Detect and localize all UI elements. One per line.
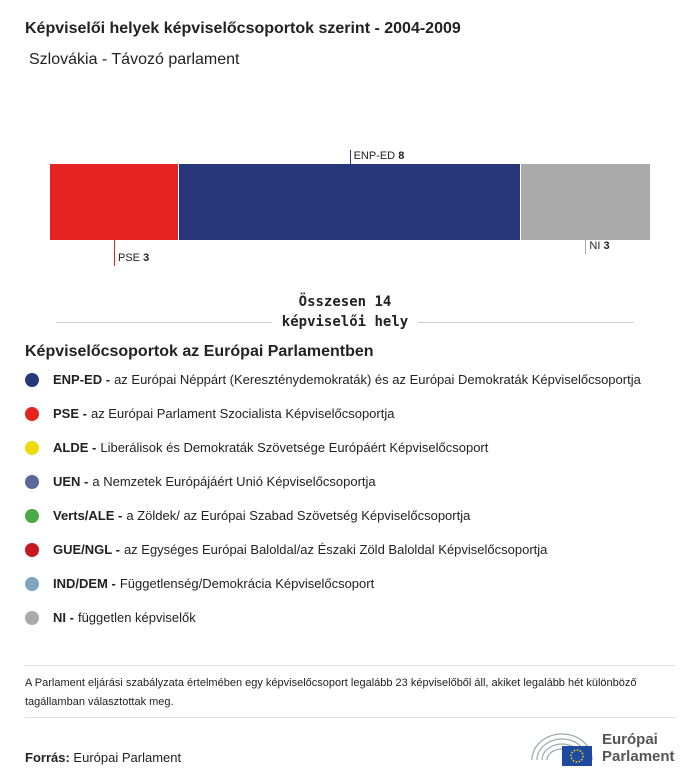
chart-subtitle: Szlovákia - Távozó parlament	[29, 51, 240, 68]
source-value: Európai Parlament	[73, 750, 182, 765]
label-tick-ni	[585, 240, 586, 254]
legend-text: Liberálisok és Demokraták Szövetsége Európáért Képviselőcsoport	[100, 440, 489, 455]
legend-dot-icon	[25, 543, 39, 557]
bar-segment-ni	[521, 164, 650, 240]
legend-dot-icon	[25, 373, 39, 387]
legend-dot-icon	[25, 509, 39, 523]
legend-text: független képviselők	[77, 610, 196, 625]
legend-text: a Zöldek/ az Európai Szabad Szövetség Képviselőcsoportja	[126, 508, 471, 523]
note-divider-bottom	[25, 717, 675, 718]
legend-item	[25, 474, 376, 489]
legend-abbr: NI -	[53, 610, 74, 625]
legend-text: a Nemzetek Európájáért Unió Képviselőcsoportja	[92, 474, 376, 489]
chart-title: Képviselői helyek képviselőcsoportok szerint - 2004-2009	[25, 20, 461, 37]
source	[25, 750, 181, 765]
data-label-enp-ed	[354, 150, 405, 162]
legend-abbr: ENP-ED -	[53, 372, 111, 387]
legend-title: Képviselőcsoportok az Európai Parlamentben	[25, 343, 374, 360]
note-divider-top	[25, 665, 675, 666]
legend-abbr: ALDE -	[53, 440, 97, 455]
label-tick-pse	[114, 240, 115, 266]
legend-dot-icon	[25, 475, 39, 489]
legend-item	[25, 406, 394, 421]
legend-item	[25, 542, 547, 557]
category-name: ENP-ED	[353, 150, 396, 162]
parliament-hemicycle-icon	[530, 730, 594, 766]
legend-item	[25, 576, 374, 591]
legend-text: az Egységes Európai Baloldal/az Északi Zöld Baloldal Képviselőcsoportja	[123, 542, 548, 557]
legend-text: az Európai Parlament Szocialista Képviselőcsoportja	[90, 406, 395, 421]
total-seats-label: Összesen 14 képviselői hely	[281, 294, 409, 330]
legend-dot-icon	[25, 407, 39, 421]
logo-line1: Európai	[602, 731, 658, 748]
bar-segment-enp-ed	[179, 164, 521, 240]
legend-abbr: IND/DEM -	[53, 576, 116, 591]
category-value: 3	[603, 240, 610, 252]
divider-right	[418, 322, 634, 323]
footnote: A Parlament eljárási szabályzata értelmében egy képviselőcsoport legalább 23 képviselőből áll, akiket legalább hét különböző tagállamban választottak meg.	[25, 677, 637, 708]
divider-left	[56, 322, 272, 323]
category-value: 8	[398, 150, 405, 162]
legend-item	[25, 610, 196, 625]
legend-item	[25, 372, 641, 387]
legend-text: Függetlenség/Demokrácia Képviselőcsoport	[119, 576, 375, 591]
category-name: NI	[589, 240, 601, 252]
ep-logo	[530, 730, 675, 766]
legend-dot-icon	[25, 611, 39, 625]
category-name: PSE	[118, 252, 141, 264]
legend-abbr: GUE/NGL -	[53, 542, 120, 557]
legend-text: az Európai Néppárt (Kereszténydemokraták) és az Európai Demokraták Képviselőcsoportja	[114, 372, 641, 387]
data-label-pse	[118, 252, 149, 264]
category-value: 3	[143, 252, 150, 264]
legend-abbr: PSE -	[53, 406, 87, 421]
bar-segment-pse	[50, 164, 178, 240]
data-label-ni	[589, 240, 609, 252]
source-label: Forrás:	[25, 750, 70, 765]
logo-line2: Parlament	[602, 748, 675, 765]
legend-item	[25, 508, 470, 523]
legend-item	[25, 440, 488, 455]
legend-dot-icon	[25, 577, 39, 591]
legend-abbr: UEN -	[53, 474, 89, 489]
legend-dot-icon	[25, 441, 39, 455]
legend-abbr: Verts/ALE -	[53, 508, 123, 523]
label-tick-enp-ed	[350, 150, 351, 164]
